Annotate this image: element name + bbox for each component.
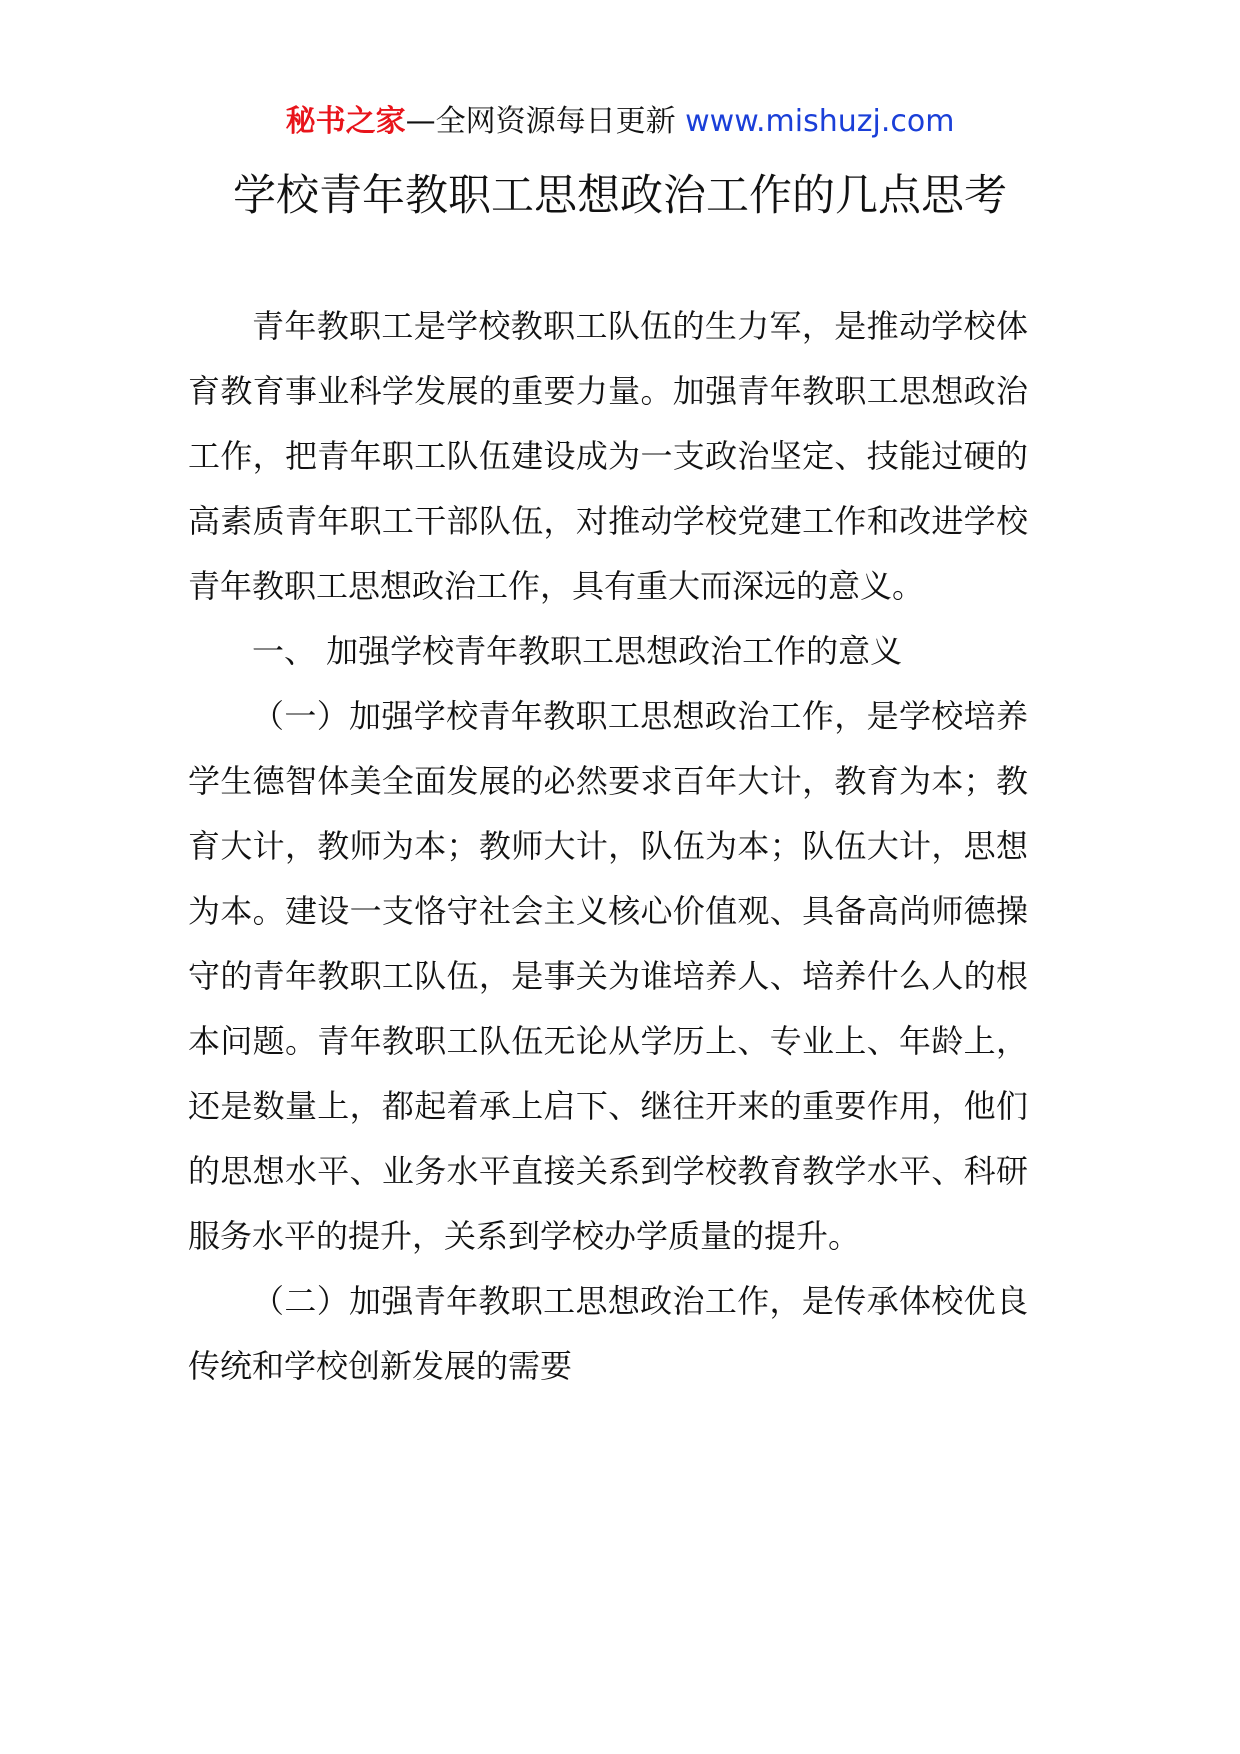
banner-tagline: —全网资源每日更新 <box>405 104 686 139</box>
subsection-paragraph-1: （一）加强学校青年教职工思想政治工作，是学校培养学生德智体美全面发展的必然要求百年大计，教育为本；教育大计，教师为本；教师大计，队伍为本；队伍大计，思想为本。建设一支恪守社会主义核心价值观、具备高尚师德操守的青年教职工队伍，是事关为谁培养人、培养什么人的根本问题。青年教职工队伍无论从学历上、专业上、年龄上，还是数量上，都起着承上启下、继往开来的重要作用，他们的思想水平、业务水平直接关系到学校教育教学水平、科研服务水平的提升，关系到学校办学质量的提升。 <box>188 697 1028 1255</box>
section-heading-1: 一、 加强学校青年教职工思想政治工作的意义 <box>252 632 903 670</box>
document-body <box>188 294 1028 1399</box>
site-banner <box>0 102 1240 142</box>
intro-paragraph: 青年教职工是学校教职工队伍的生力军，是推动学校体育教育事业科学发展的重要力量。加强青年教职工思想政治工作，把青年职工队伍建设成为一支政治坚定、技能过硬的高素质青年职工干部队伍，对推动学校党建工作和改进学校青年教职工思想政治工作，具有重大而深远的意义。 <box>188 307 1028 605</box>
site-url-link[interactable]: www.mishuzj.com <box>685 104 955 139</box>
brand-name: 秘书之家 <box>285 104 406 139</box>
subsection-paragraph-2: （二）加强青年教职工思想政治工作，是传承体校优良传统和学校创新发展的需要 <box>188 1282 1028 1385</box>
document-title: 学校青年教职工思想政治工作的几点思考 <box>233 171 1007 221</box>
